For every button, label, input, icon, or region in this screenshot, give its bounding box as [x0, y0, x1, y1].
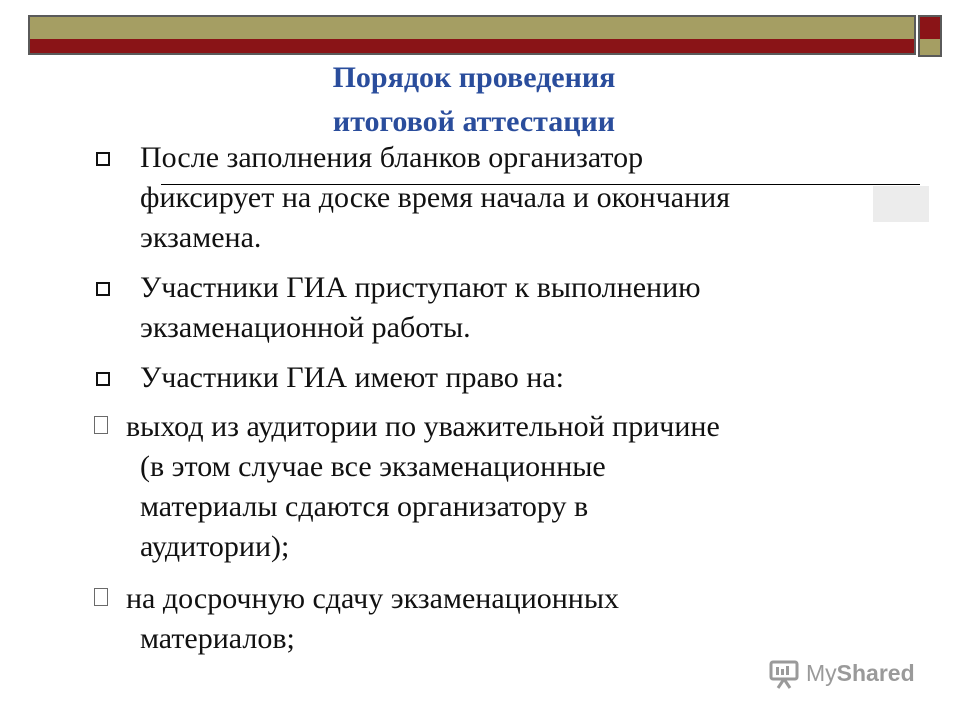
- myshared-wordmark-my: My: [806, 660, 837, 686]
- sub-item-1-line-1: выход из аудитории по уважительной причине: [126, 410, 720, 443]
- corner-olive-block: [920, 39, 940, 55]
- myshared-wordmark: [806, 660, 915, 687]
- sub-item-1-line-2: (в этом случае все экзаменационные: [140, 450, 606, 483]
- header-decor-bar: [28, 15, 916, 55]
- missing-glyph-box-icon: [94, 416, 108, 434]
- bullet-item-1-line-2: фиксирует на доске время начала и окончания: [140, 181, 731, 214]
- slide-title: [250, 56, 698, 144]
- bullet-item-3-line-1: Участники ГИА имеют право на:: [140, 361, 564, 394]
- hollow-square-bullet-icon: [96, 282, 110, 296]
- sub-item-1-line-3: материалы сдаются организатору в: [140, 490, 589, 523]
- sub-item-2-line-1: на досрочную сдачу экзаменационных: [126, 582, 620, 615]
- presentation-board-icon: [768, 658, 802, 690]
- slide-title-line-1: Порядок проведения: [332, 61, 616, 94]
- myshared-watermark[interactable]: [768, 658, 928, 692]
- bullet-item-2-line-2: экзаменационной работы.: [140, 311, 471, 344]
- sub-item-1: [126, 407, 906, 567]
- header-maroon-stripe: [30, 39, 914, 53]
- myshared-wordmark-shared: Shared: [836, 660, 915, 686]
- slide-title-line-2: итоговой аттестации: [332, 105, 616, 138]
- missing-glyph-box-icon: [94, 588, 108, 606]
- sub-item-2-line-2: материалов;: [140, 622, 295, 655]
- header-olive-stripe: [30, 17, 914, 39]
- sub-item-1-line-4: аудитории);: [140, 530, 290, 563]
- bullet-item-2-line-1: Участники ГИА приступают к выполнению: [140, 271, 701, 304]
- bullet-item-1-line-1: После заполнения бланков организатор: [140, 141, 644, 174]
- bullet-item-3: [140, 358, 900, 398]
- corner-maroon-block: [920, 17, 940, 39]
- bullet-item-2: [140, 268, 900, 348]
- bullet-item-1-line-3: экзамена.: [140, 221, 262, 254]
- hollow-square-bullet-icon: [96, 152, 110, 166]
- header-corner-box: [918, 15, 942, 57]
- hollow-square-bullet-icon: [96, 372, 110, 386]
- bullet-item-1: [140, 138, 900, 258]
- sub-item-2: [126, 579, 906, 659]
